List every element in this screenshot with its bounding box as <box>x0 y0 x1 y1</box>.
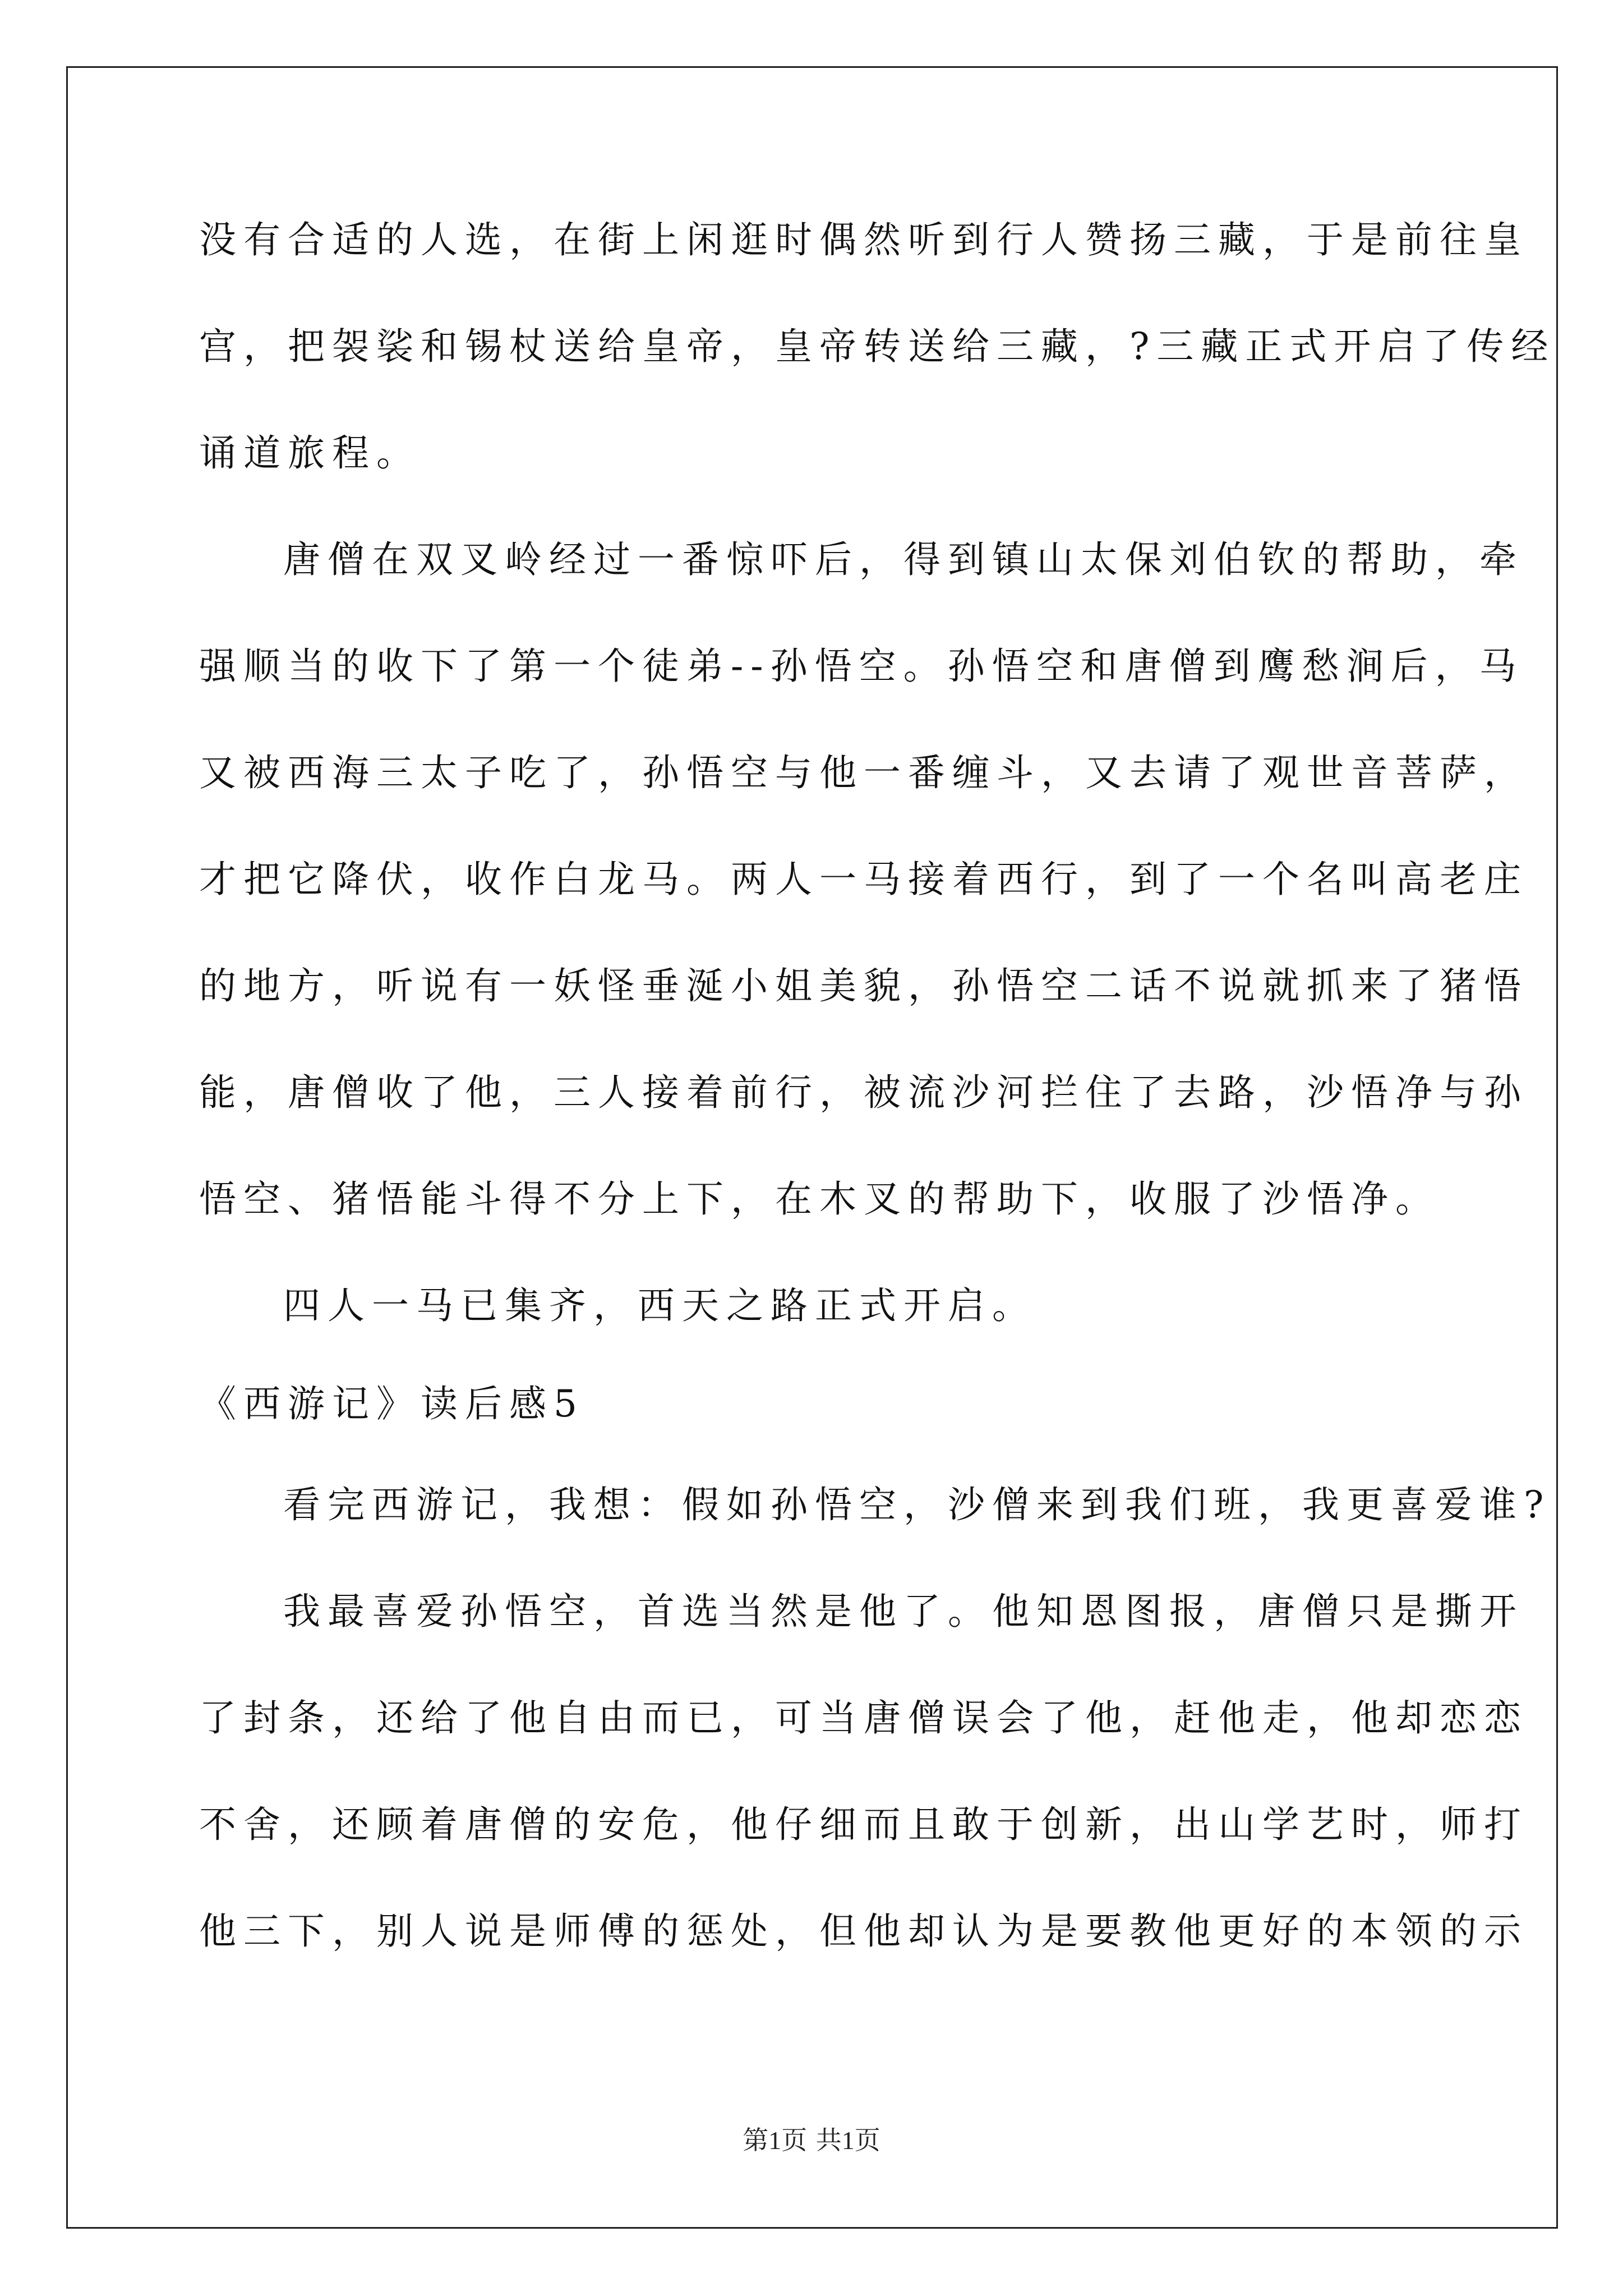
text-line: 诵道旅程。 <box>199 431 421 475</box>
text-line: 能，唐僧收了他，三人接着前行，被流沙河拦住了去路，沙悟净与孙 <box>199 1071 1528 1114</box>
text-line: 才把它降伏，收作白龙马。两人一马接着西行，到了一个名叫高老庄 <box>199 858 1528 901</box>
page-footer: 第1页 共1页 <box>743 2126 880 2155</box>
text-line: 的地方，听说有一妖怪垂涎小姐美貌，孙悟空二话不说就抓来了猪悟 <box>199 964 1528 1007</box>
text-line: 宫，把袈裟和锡杖送给皇帝，皇帝转送给三藏，?三藏正式开启了传经 <box>199 325 1556 368</box>
paragraph-start-line: 四人一马已集齐，西天之路正式开启。 <box>283 1284 1036 1327</box>
text-line: 不舍，还顾着唐僧的安危，他仔细而且敢于创新，出山学艺时，师打 <box>199 1803 1528 1846</box>
text-line: 了封条，还给了他自由而已，可当唐僧误会了他，赶他走，他却恋恋 <box>199 1696 1528 1740</box>
text-line: 他三下，别人说是师傅的惩处，但他却认为是要教他更好的本领的示 <box>199 1910 1528 1953</box>
paragraph-start-line: 唐僧在双叉岭经过一番惊吓后，得到镇山太保刘伯钦的帮助，牵 <box>283 538 1524 581</box>
text-line: 悟空、猪悟能斗得不分上下，在木叉的帮助下，收服了沙悟净。 <box>199 1177 1440 1221</box>
text-line: 强顺当的收下了第一个徒弟--孙悟空。孙悟空和唐僧到鹰愁涧后，马 <box>199 645 1524 688</box>
text-line: 没有合适的人选，在街上闲逛时偶然听到行人赞扬三藏，于是前往皇 <box>199 218 1528 261</box>
paragraph-start-line: 我最喜爱孙悟空，首选当然是他了。他知恩图报，唐僧只是撕开 <box>283 1590 1524 1633</box>
section-heading: 《西游记》读后感5 <box>199 1382 584 1425</box>
text-line: 又被西海三太子吃了，孙悟空与他一番缠斗，又去请了观世音菩萨， <box>199 751 1528 794</box>
paragraph-start-line: 看完西游记，我想：假如孙悟空，沙僧来到我们班，我更喜爱谁? <box>283 1483 1551 1526</box>
